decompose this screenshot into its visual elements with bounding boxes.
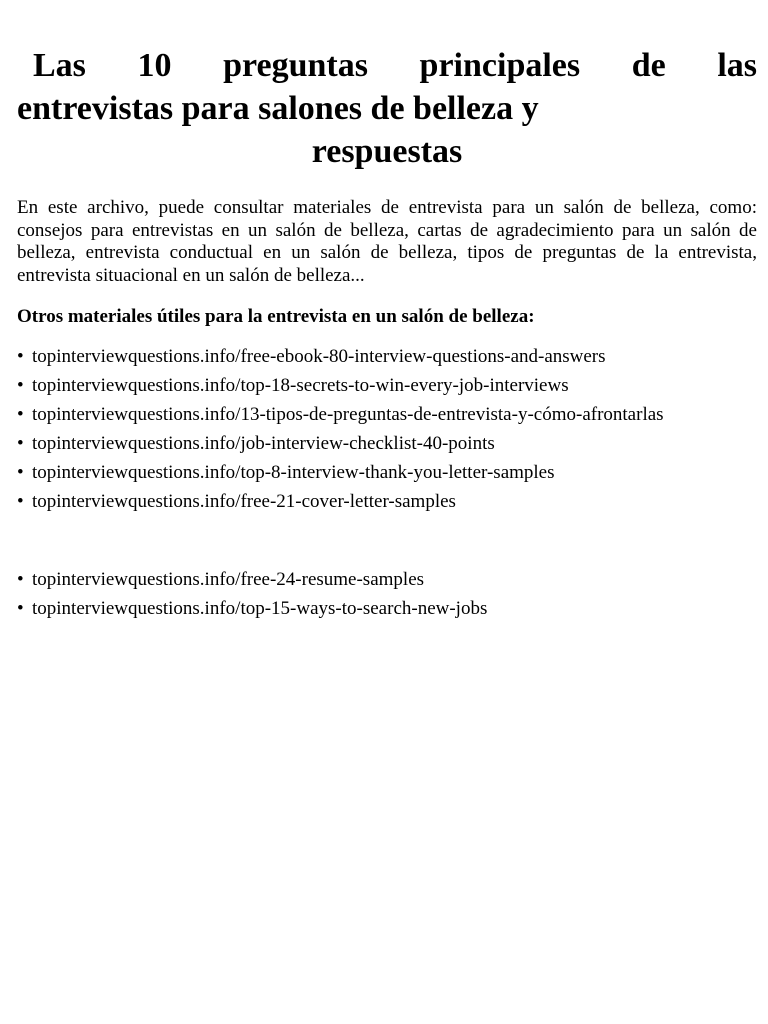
bullet-icon: • xyxy=(17,346,24,367)
bullet-icon: • xyxy=(17,404,24,425)
intro-paragraph: En este archivo, puede consultar materiales de entrevista para un salón de belleza, como: consejos para entrevistas en un salón de belleza, cartas de agradecimiento para un salón de belleza, entrevista conductual en un salón de belleza, tipos de preguntas de la entrevista, entrevista situacional en un salón de belleza... xyxy=(17,197,757,286)
title-line: Las 10 preguntas principales de las xyxy=(33,47,757,84)
list-item xyxy=(17,400,757,429)
resource-link[interactable]: topinterviewquestions.info/job-interview-checklist-40-points xyxy=(32,433,495,454)
link-list xyxy=(17,342,757,516)
list-item xyxy=(17,594,757,623)
document-title xyxy=(17,44,757,173)
list-item xyxy=(17,565,757,594)
resource-link[interactable]: topinterviewquestions.info/free-24-resume-samples xyxy=(32,569,425,590)
bullet-icon: • xyxy=(17,598,24,619)
resource-link[interactable]: topinterviewquestions.info/free-ebook-80-interview-questions-and-answers xyxy=(32,346,606,367)
resource-link[interactable]: topinterviewquestions.info/top-15-ways-to-search-new-jobs xyxy=(32,598,488,619)
bullet-icon: • xyxy=(17,433,24,454)
bullet-icon: • xyxy=(17,462,24,483)
document-page xyxy=(17,44,757,623)
bullet-icon: • xyxy=(17,375,24,396)
link-list xyxy=(17,565,757,623)
resource-link[interactable]: topinterviewquestions.info/free-21-cover-letter-samples xyxy=(32,491,456,512)
resource-link[interactable]: topinterviewquestions.info/top-18-secrets-to-win-every-job-interviews xyxy=(32,375,569,396)
section-heading: Otros materiales útiles para la entrevista en un salón de belleza: xyxy=(17,306,535,327)
resource-link[interactable]: topinterviewquestions.info/top-8-interview-thank-you-letter-samples xyxy=(32,462,555,483)
list-item xyxy=(17,458,757,487)
bullet-icon: • xyxy=(17,569,24,590)
title-line: respuestas xyxy=(311,133,463,170)
list-item xyxy=(17,342,757,371)
title-line: entrevistas para salones de belleza y xyxy=(17,90,539,127)
list-item xyxy=(17,371,757,400)
resource-link[interactable]: topinterviewquestions.info/13-tipos-de-preguntas-de-entrevista-y-cómo-afrontarlas xyxy=(32,404,664,425)
bullet-icon: • xyxy=(17,491,24,512)
list-item xyxy=(17,429,757,458)
list-item xyxy=(17,487,757,516)
